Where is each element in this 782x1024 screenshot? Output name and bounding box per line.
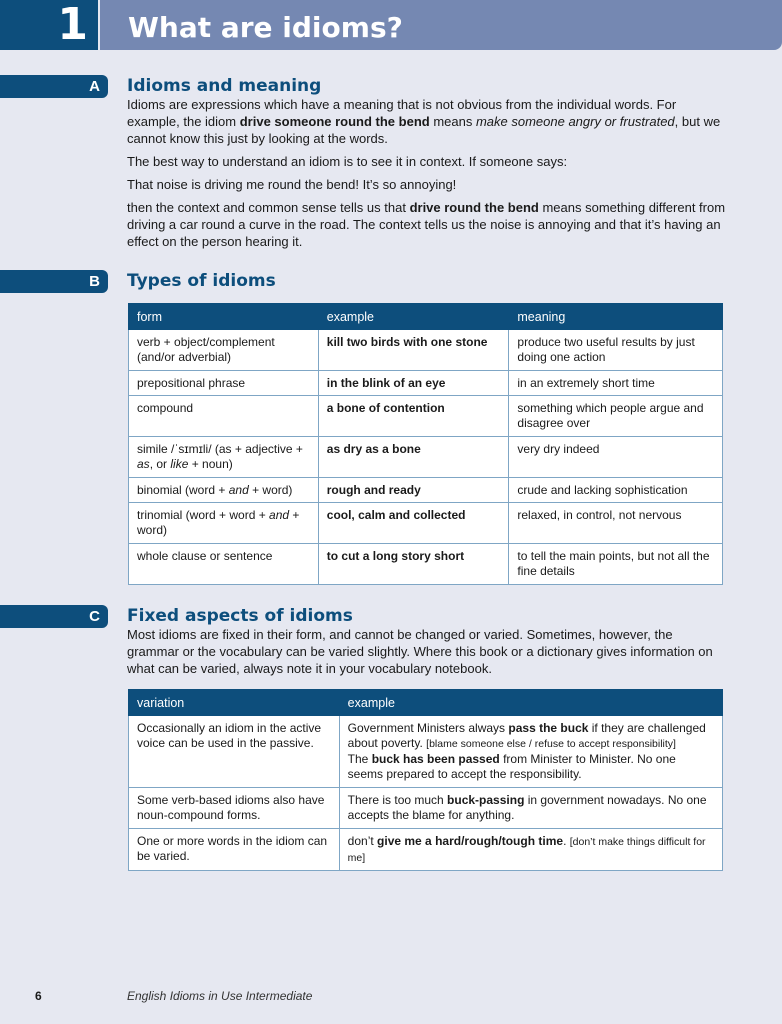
table-row bbox=[129, 716, 723, 788]
book-title: English Idioms in Use Intermediate bbox=[127, 989, 313, 1003]
table-row bbox=[129, 788, 723, 829]
column-header-variation: variation bbox=[129, 690, 340, 716]
table-row bbox=[129, 437, 723, 478]
form-cell: simile /ˈsɪmɪli/ (as + adjective + as, or like + noun) bbox=[129, 437, 319, 478]
example-cell: as dry as a bone bbox=[318, 437, 509, 478]
title-bar bbox=[100, 0, 782, 50]
form-cell: trinomial (word + word + and + word) bbox=[129, 503, 319, 544]
column-header-form: form bbox=[129, 304, 319, 330]
form-cell: binomial (word + and + word) bbox=[129, 478, 319, 503]
example-cell: to cut a long story short bbox=[318, 544, 509, 585]
section-c-intro: Most idioms are fixed in their form, and cannot be changed or varied. Sometimes, however, the grammar or the vocabulary can be varied slightly. Where this book or a dictionary gives information on what can be varied, always note it in your vocabulary notebook. bbox=[127, 627, 713, 676]
section-a-paragraph-2: The best way to understand an idiom is to see it in context. If someone says: bbox=[127, 154, 568, 169]
example-cell: rough and ready bbox=[318, 478, 509, 503]
meaning-cell: to tell the main points, but not all the fine details bbox=[509, 544, 723, 585]
section-b-tab: B bbox=[0, 270, 108, 293]
idiom-types-table bbox=[128, 303, 723, 585]
meaning-cell: crude and lacking sophistication bbox=[509, 478, 723, 503]
table-row bbox=[129, 503, 723, 544]
section-b-title: Types of idioms bbox=[127, 271, 276, 291]
section-a-paragraph-1: Idioms are expressions which have a meaning that is not obvious from the individual words. For example, the idiom drive someone round the bend means make someone angry or frustrated, but we cannot know this just by looking at the words. bbox=[127, 97, 721, 146]
table-header-row bbox=[129, 304, 723, 330]
form-cell: verb + object/complement (and/or adverbial) bbox=[129, 330, 319, 371]
form-cell: whole clause or sentence bbox=[129, 544, 319, 585]
table-header-row bbox=[129, 690, 723, 716]
example-cell: in the blink of an eye bbox=[318, 371, 509, 396]
meaning-cell: something which people argue and disagree over bbox=[509, 396, 723, 437]
table-row bbox=[129, 829, 723, 871]
example-cell: don’t give me a hard/rough/tough time. [don’t make things difficult for me] bbox=[339, 829, 722, 871]
meaning-cell: in an extremely short time bbox=[509, 371, 723, 396]
example-cell: cool, calm and collected bbox=[318, 503, 509, 544]
section-a-title: Idioms and meaning bbox=[127, 76, 322, 96]
example-cell: kill two birds with one stone bbox=[318, 330, 509, 371]
example-cell: There is too much buck-passing in government nowadays. No one accepts the blame for anything. bbox=[339, 788, 722, 829]
section-c-title: Fixed aspects of idioms bbox=[127, 606, 353, 626]
section-c-tab: C bbox=[0, 605, 108, 628]
idiom-variation-table bbox=[128, 689, 723, 871]
variation-cell: One or more words in the idiom can be varied. bbox=[129, 829, 340, 871]
column-header-example: example bbox=[318, 304, 509, 330]
meaning-cell: relaxed, in control, not nervous bbox=[509, 503, 723, 544]
table-row bbox=[129, 544, 723, 585]
table-row bbox=[129, 478, 723, 503]
table-row bbox=[129, 396, 723, 437]
example-cell: Government Ministers always pass the buck if they are challenged about poverty. [blame someone else / refuse to accept responsibility] The buck has been passed from Minister to Minister. No one seems prepared to accept the responsibility. bbox=[339, 716, 722, 788]
form-cell: compound bbox=[129, 396, 319, 437]
form-cell: prepositional phrase bbox=[129, 371, 319, 396]
section-a-example-quote: That noise is driving me round the bend! It’s so annoying! bbox=[127, 177, 457, 192]
example-cell: a bone of contention bbox=[318, 396, 509, 437]
variation-cell: Some verb-based idioms also have noun-compound forms. bbox=[129, 788, 340, 829]
page-number: 6 bbox=[35, 989, 42, 1003]
meaning-cell: very dry indeed bbox=[509, 437, 723, 478]
unit-number: 1 bbox=[0, 0, 98, 50]
meaning-cell: produce two useful results by just doing one action bbox=[509, 330, 723, 371]
column-header-meaning: meaning bbox=[509, 304, 723, 330]
table-row bbox=[129, 371, 723, 396]
page-title: What are idioms? bbox=[128, 11, 403, 44]
column-header-example: example bbox=[339, 690, 722, 716]
table-row bbox=[129, 330, 723, 371]
section-a-paragraph-3: then the context and common sense tells us that drive round the bend means something different from driving a car round a curve in the road. The context tells us the noise is annoying and that it’s having an effect on the person hearing it. bbox=[127, 200, 726, 249]
section-a-tab: A bbox=[0, 75, 108, 98]
variation-cell: Occasionally an idiom in the active voice can be used in the passive. bbox=[129, 716, 340, 788]
